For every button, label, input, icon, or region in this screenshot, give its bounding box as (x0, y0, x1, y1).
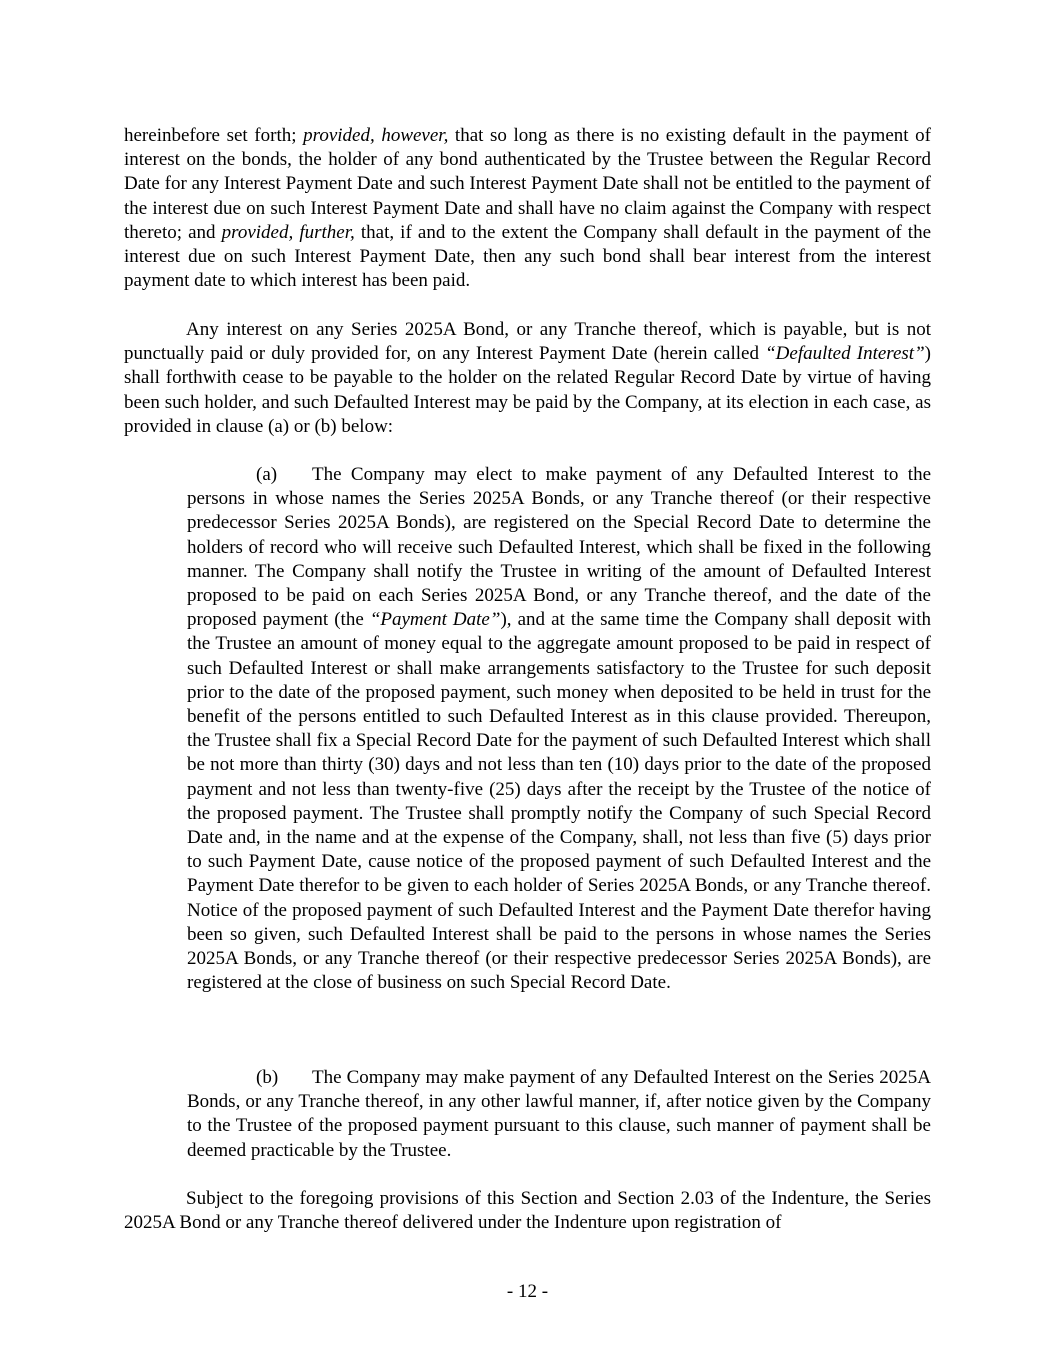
clause-b-label: (b) (256, 1067, 279, 1088)
clause-a-text: The Company may elect to make payment of any Defaulted Interest to the persons in whose names the Series 2025A Bonds, or any Tranche thereof (or their respective predecessor Series 2025A Bonds), are registered on the Special Record Date to determine the holders of record who will receive such Defaulted Interest, which shall be fixed in the following manner. The Company shall notify the Trustee in writing of the amount of Defaulted Interest proposed to be paid on each Series 2025A Bond, or any Tranche thereof, and the date of the proposed payment (the (187, 464, 931, 631)
italic-provided-however: provided, however, (303, 125, 449, 146)
clause-a (187, 463, 931, 995)
italic-provided-further: provided, further, (221, 221, 355, 243)
clause-a-label: (a) (256, 464, 278, 485)
paragraph-subject-to (124, 1187, 931, 1235)
paragraph-continuation-text: hereinbefore set forth; (124, 125, 304, 146)
paragraph-continuation-text: that, if and to the extent the Company shall default in the payment of the interest due on such Interest Payment Date, then any such bond shall bear interest from the interest payment date to which interest has been paid. (124, 221, 932, 292)
paragraph-text: Subject to the foregoing provisions of this Section and Section 2.03 of the Indenture, the Series 2025A Bond or any Tranche thereof delivered under the Indenture upon registration of (124, 1188, 931, 1234)
page-number: - 12 - (506, 1281, 549, 1302)
paragraph-defaulted-interest (124, 318, 931, 439)
paragraph-text: Any interest on any Series 2025A Bond, or any Tranche thereof, which is payable, but is not punctually paid or duly provided for, on any Interest Payment Date (herein called (124, 319, 931, 365)
clause-b-text: The Company may make payment of any Defaulted Interest on the Series 2025A Bonds, or any Tranche thereof, in any other lawful manner, if, after notice given by the Company to the Trustee of the proposed payment pursuant to this clause, such manner of payment shall be deemed practicable by the Trustee. (187, 1067, 931, 1161)
paragraph-continuation (124, 124, 931, 293)
defined-term-defaulted-interest: “Defaulted Interest” (765, 343, 925, 365)
clause-b (187, 1066, 931, 1163)
clause-a-text: ), and at the same time the Company shall deposit with the Trustee an amount of money equal to the aggregate amount proposed to be paid in respect of such Defaulted Interest or shall make arrangements satisfactory to the Trustee for such deposit prior to the date of the proposed payment, such money when deposited to be held in trust for the benefit of the persons entitled to such Defaulted Interest as in this clause provided. Thereupon, the Trustee shall fix a Special Record Date for the payment of such Defaulted Interest which shall be not more than thirty (30) days and not less than ten (10) days prior to the date of the proposed payment and not less than twenty-five (25) days after the receipt by the Trustee of the notice of the proposed payment. The Trustee shall promptly notify the Company of such Special Record Date and, in the name and at the expense of the Company, shall, not less than five (5) days prior to such Payment Date, cause notice of the proposed payment of such Defaulted Interest and the Payment Date therefor to be given to each holder of Series 2025A Bonds, or any Tranche thereof. Notice of the proposed payment of such Defaulted Interest and the Payment Date therefor having been so given, such Defaulted Interest shall be paid to the persons in whose names the Series 2025A Bonds, or any Tranche thereof (or their respective predecessor Series 2025A Bonds), are registered at the close of business on such Special Record Date. (187, 609, 931, 994)
defined-term-payment-date: “Payment Date” (369, 609, 501, 631)
paragraph-text: ) shall forthwith cease to be payable to the holder on the related Regular Record Date by virtue of having been such holder, and such Defaulted Interest may be paid by the Company, at its election in each case, as provided in clause (a) or (b) below: (124, 343, 931, 437)
paragraph-continuation-text: that so long as there is no existing default in the payment of interest on the bonds, the holder of any bond authenticated by the Trustee between the Regular Record Date for any Interest Payment Date and such Interest Payment Date shall not be entitled to the payment of the interest due on such Interest Payment Date and shall have no claim against the Company with respect thereto; and (124, 125, 931, 243)
